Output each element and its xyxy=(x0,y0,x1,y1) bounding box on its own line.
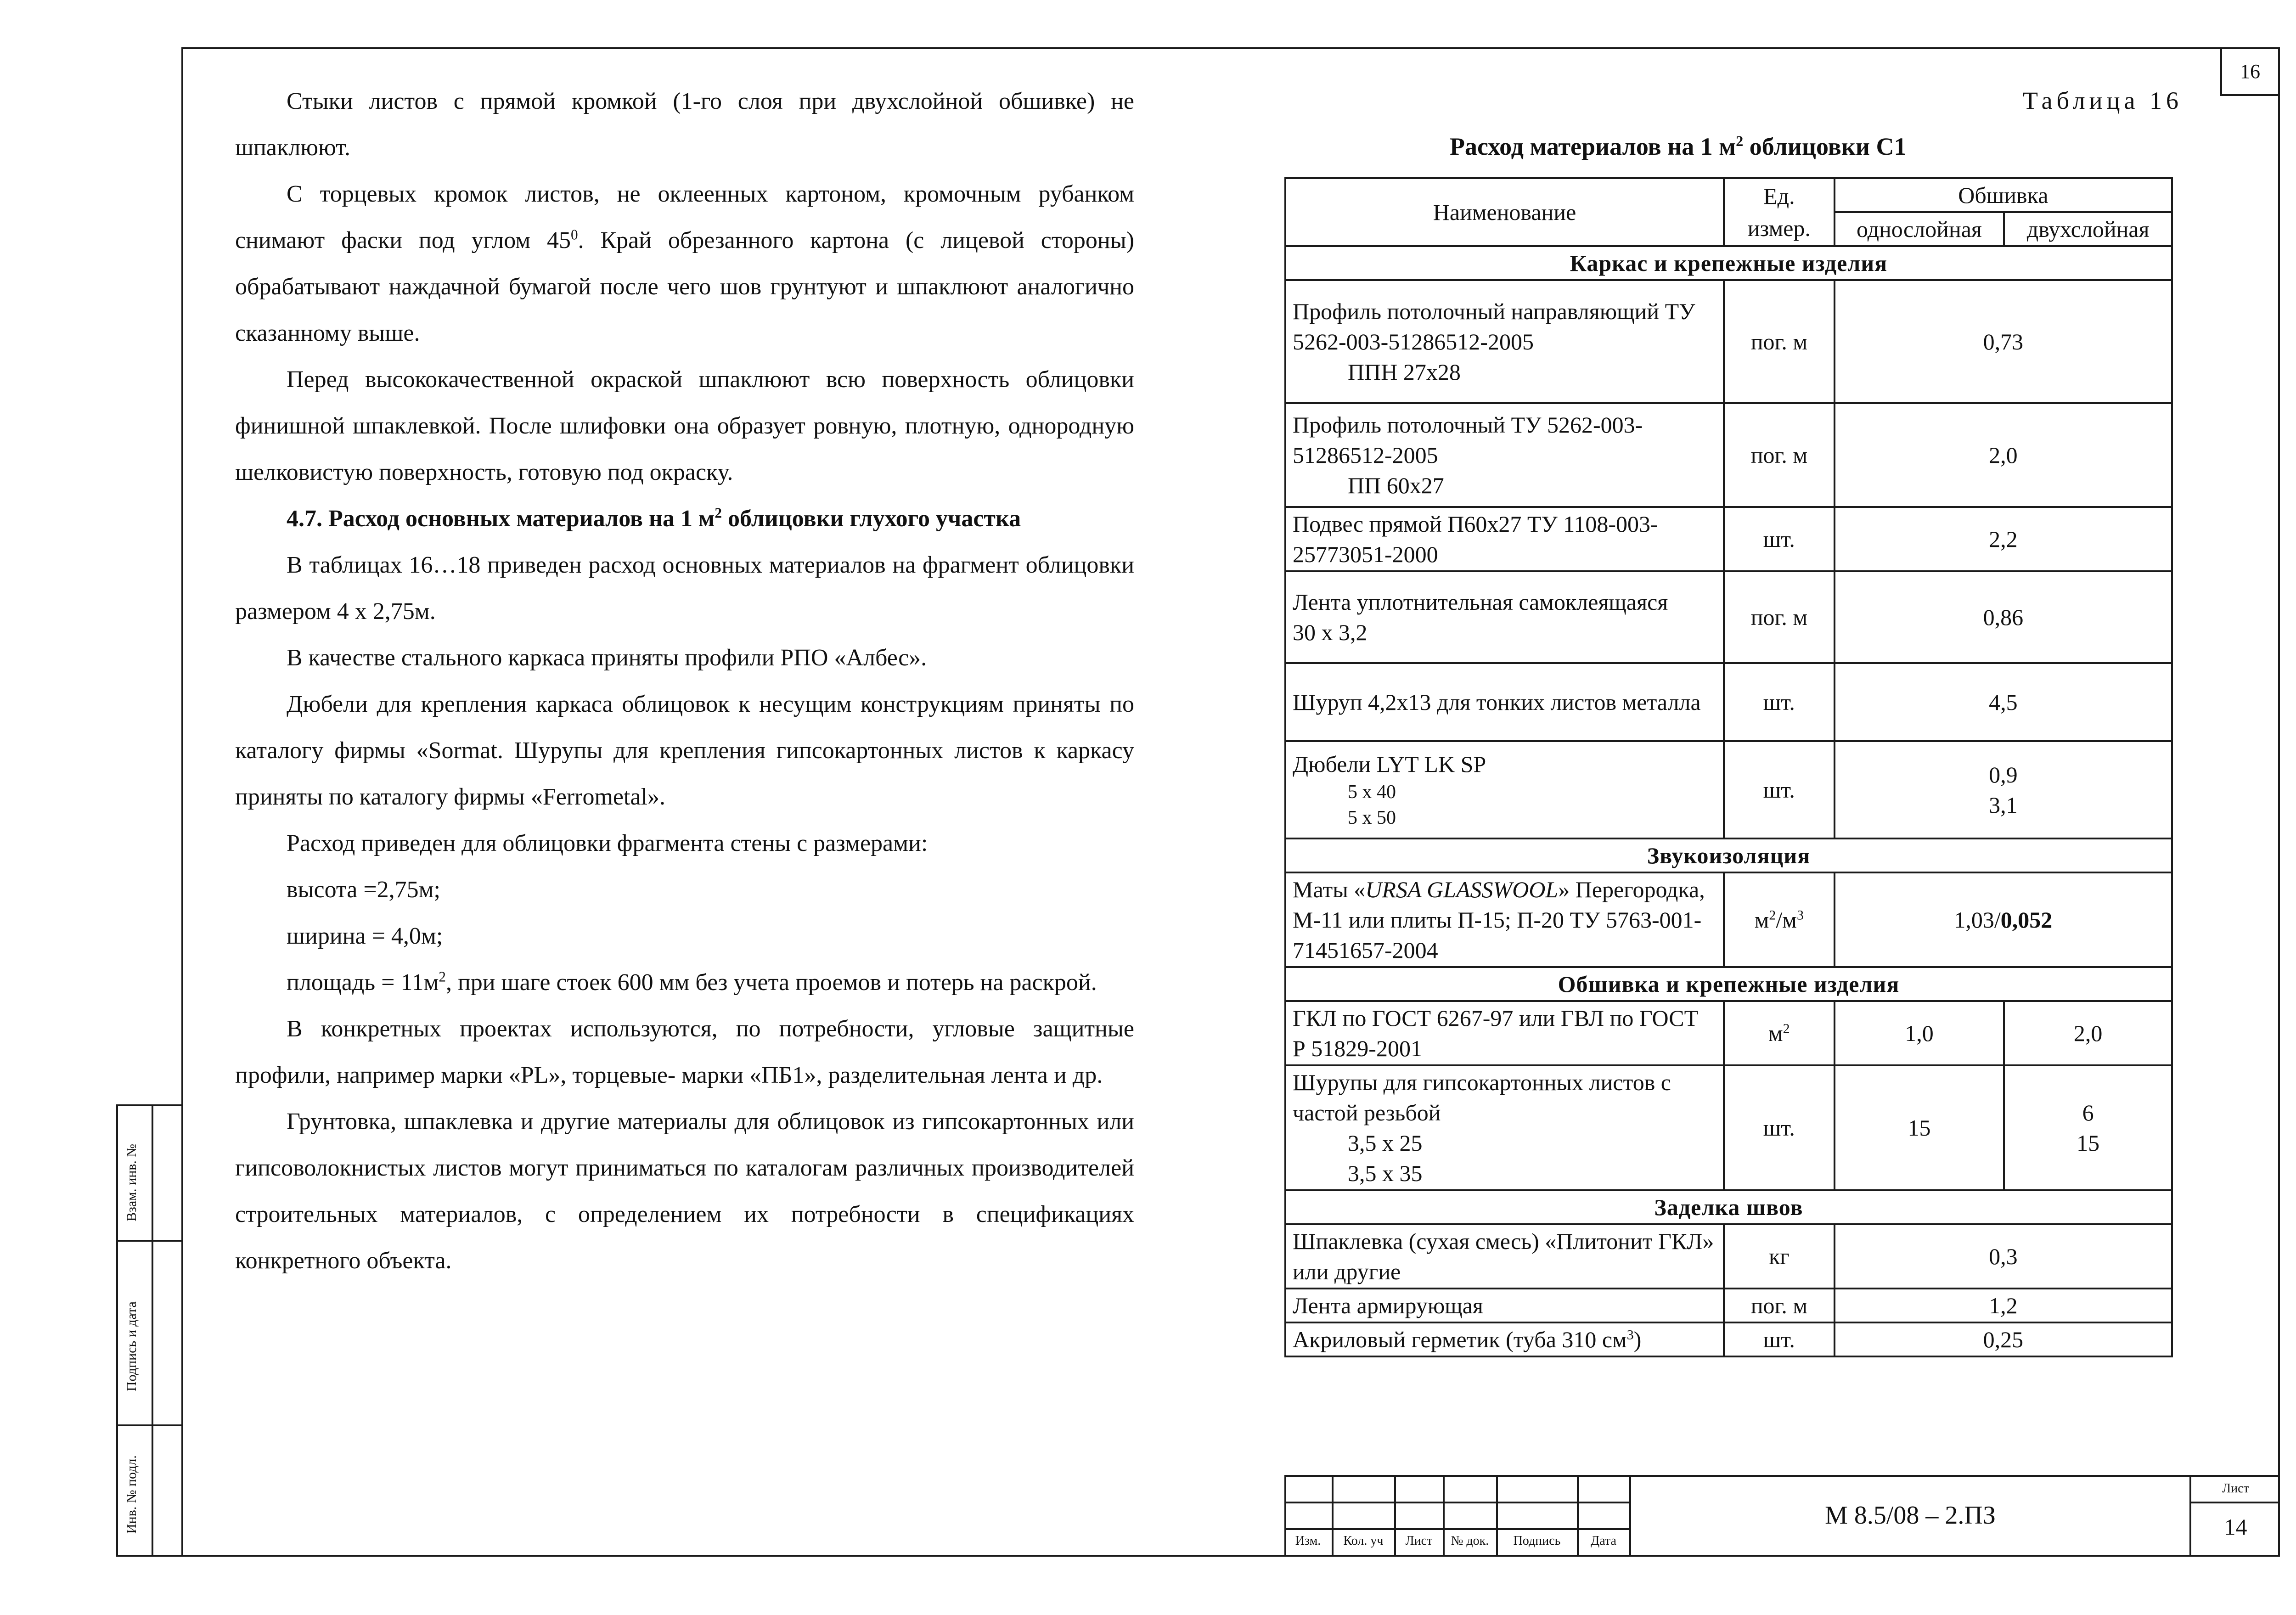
section-row: Каркас и крепежные изделия xyxy=(1285,246,2172,280)
table-row: Шурупы для гипсокартонных листов с частой резьбой 3,5 х 25 3,5 х 35 шт. 15 6 15 xyxy=(1285,1065,2172,1190)
paragraph: Дюбели для крепления каркаса облицовок к несущим конструкциям приняты по каталогу фирмы «Sormat. Шурупы для крепления гипсокартонных листов к каркасу приняты по каталогу фирмы «Ferrometal». xyxy=(235,691,1134,810)
stamp-vzam-label: Взам. инв. № xyxy=(124,1143,139,1221)
page-number-corner xyxy=(2220,47,2280,96)
paragraph: В качестве стального каркаса приняты профили РПО «Албес». xyxy=(287,645,927,671)
tb-col-doc: № док. xyxy=(1451,1534,1489,1548)
body-text xyxy=(235,78,1134,1284)
sheet-label: Лист xyxy=(2222,1481,2249,1496)
table-row: Профиль потолочный ТУ 5262-003-51286512-2005 ПП 60х27 пог. м 2,0 xyxy=(1285,403,2172,507)
section-row: Звукоизоляция xyxy=(1285,838,2172,872)
paragraph: высота =2,75м; xyxy=(287,877,441,903)
header-single: однослойная xyxy=(1835,212,2004,246)
materials-table xyxy=(1284,177,2173,1357)
header-double: двухслойная xyxy=(2004,212,2172,246)
sheet-number: 14 xyxy=(2224,1514,2247,1540)
header-unit-2: измер. xyxy=(1724,212,1835,246)
stamp-podpis-label: Подпись и дата xyxy=(124,1301,139,1391)
section-heading: 4.7. Расход основных материалов на 1 $м^2$ облицовки глухого участка xyxy=(287,505,1021,532)
tb-col-izm: Изм. xyxy=(1295,1534,1321,1548)
section-row: Обшивка и крепежные изделия xyxy=(1285,967,2172,1001)
header-unit: Ед. xyxy=(1724,178,1835,212)
table-row: ГКЛ по ГОСТ 6267-97 или ГВЛ по ГОСТ Р 51829-2001 $м^2$ 1,0 2,0 xyxy=(1285,1001,2172,1065)
table-title: Расход материалов на 1 $м^2$ облицовки С1 xyxy=(1450,133,1907,160)
table-row: Профиль потолочный направляющий ТУ 5262-003-51286512-2005 ППН 27х28 пог. м 0,73 xyxy=(1285,280,2172,403)
paragraph: Грунтовка, шпаклевка и другие материалы для облицовок из гипсокартонных или гипсоволокнистых листов могут приниматься по каталогам различных производителей строительных материалов, с определением их потребности в спецификациях конкретного объекта. xyxy=(235,1109,1134,1274)
document-code: М 8.5/08 – 2.ПЗ xyxy=(1825,1501,1996,1530)
section-row: Заделка швов xyxy=(1285,1190,2172,1224)
paragraph: В таблицах 16…18 приведен расход основных материалов на фрагмент облицовки размером 4 х 2,75м. xyxy=(235,552,1134,625)
table-row: Дюбели LYT LK SP 5 х 40 5 х 50 шт. 0,9 3,1 xyxy=(1285,741,2172,838)
paragraph: Стыки листов с прямой кромкой (1-го слоя при двухслойной обшивке) не шпаклюют. xyxy=(235,88,1134,161)
tb-col-data: Дата xyxy=(1591,1534,1616,1548)
paragraph: С торцевых кромок листов, не оклеенных картоном, кромочным рубанком снимают фаски под углом $45^0$. Край обрезанного картона (с лицевой стороны) обрабатывают наждачной бумагой после чего шов грунтуют и шпаклюют аналогично сказанному выше. xyxy=(235,181,1135,346)
stamp-inv-label: Инв. № подл. xyxy=(124,1455,139,1534)
paragraph: Перед высококачественной окраской шпаклюют всю поверхность облицовки финишной шпаклевкой. После шлифовки она образует ровную, плотную, однородную шелковистую поверхность, готовую под окраску. xyxy=(235,366,1134,485)
table-caption: Таблица 16 xyxy=(2023,87,2183,114)
table-row: Акриловый герметик (туба 310 $см^3$) шт. 0,25 xyxy=(1285,1322,2172,1356)
tb-col-podpis: Подпись xyxy=(1513,1534,1561,1548)
paragraph: Расход приведен для облицовки фрагмента стены с размерами: xyxy=(287,830,928,856)
tb-col-kolvo: Кол. уч xyxy=(1343,1534,1384,1548)
header-name: Наименование xyxy=(1285,178,1724,246)
paragraph: ширина = 4,0м; xyxy=(287,923,443,949)
page-number: 16 xyxy=(2240,60,2260,83)
header-cladding: Обшивка xyxy=(1835,178,2172,212)
table-row: Лента армирующая пог. м 1,2 xyxy=(1285,1289,2172,1322)
paragraph: В конкретных проектах используются, по потребности, угловые защитные профили, например марки «PL», торцевые- марки «ПБ1», разделительная лента и др. xyxy=(235,1016,1134,1088)
table-row: Маты «URSA GLASSWOOL» Перегородка, М-11 или плиты П-15; П-20 ТУ 5763-001-71451657-2004 $м^2/м^3$ 1,03/0,052 xyxy=(1285,872,2172,967)
table-header-row xyxy=(1285,178,2172,212)
table-row: Подвес прямой П60х27 ТУ 1108-003-25773051-2000 шт. 2,2 xyxy=(1285,507,2172,571)
tb-col-list: Лист xyxy=(1405,1534,1433,1548)
table-row: Лента уплотнительная самоклеящаяся 30 х 3,2 пог. м 0,86 xyxy=(1285,571,2172,663)
paragraph: площадь = $11м^2$, при шаге стоек 600 мм без учета проемов и потерь на раскрой. xyxy=(287,968,1097,996)
table-row: Шуруп 4,2х13 для тонких листов металла шт. 4,5 xyxy=(1285,663,2172,741)
table-row: Шпаклевка (сухая смесь) «Плитонит ГКЛ» или другие кг 0,3 xyxy=(1285,1224,2172,1289)
